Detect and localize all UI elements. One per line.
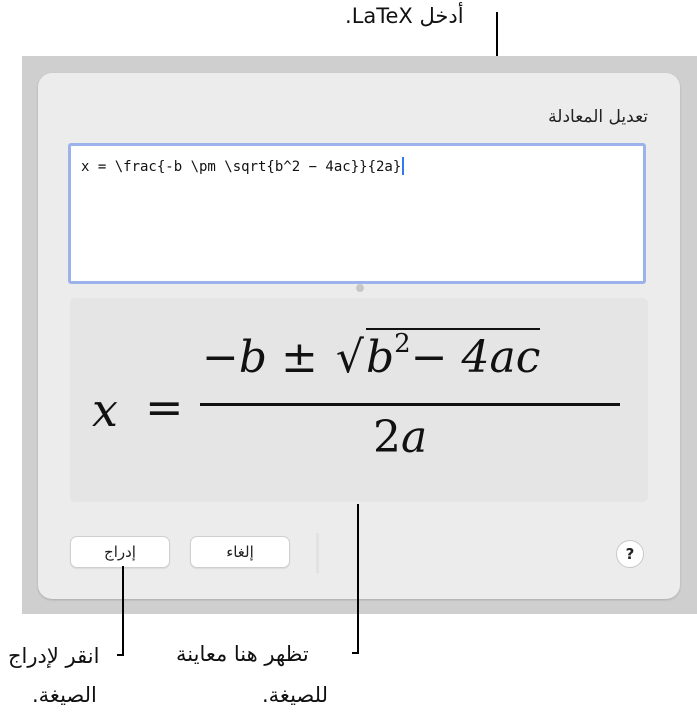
radicand-b: b: [365, 332, 395, 383]
formula-preview: [70, 298, 648, 502]
resize-handle[interactable]: [356, 284, 364, 292]
callout-line-preview: [357, 504, 359, 654]
callout-preview-line1: تظهر هنا معاينة: [176, 642, 309, 666]
radicand-minus-4ac: − 4ac: [410, 332, 541, 383]
dialog-title: تعديل المعادلة: [548, 107, 648, 127]
callout-line-insert-tick: [117, 654, 124, 656]
callout-line-preview-tick: [352, 652, 359, 654]
insert-button[interactable]: إدراج: [70, 536, 170, 568]
latex-editor[interactable]: [68, 143, 646, 284]
formula-x: x: [92, 383, 118, 437]
formula-denominator: [373, 412, 427, 463]
latex-input-text[interactable]: x = \frac{-b \pm \sqrt{b^2 − 4ac}}{2a}: [81, 159, 402, 175]
cancel-button[interactable]: إلغاء: [190, 536, 290, 568]
text-caret: [402, 157, 404, 175]
denom-2: 2: [373, 412, 401, 463]
denom-a: a: [401, 412, 428, 463]
formula-numerator: [202, 328, 540, 383]
quadratic-formula: [90, 320, 630, 480]
radical-sign: √: [335, 332, 364, 383]
radical: [332, 328, 541, 383]
callout-preview-line2: للصيغة.: [262, 683, 328, 707]
callout-insert-line1: انقر لإدراج: [8, 644, 100, 668]
radicand-exponent: 2: [394, 329, 411, 360]
divider: [316, 533, 319, 573]
help-button[interactable]: ?: [616, 540, 644, 568]
callout-enter-latex: أدخل LaTeX.: [345, 4, 464, 28]
fraction-bar: [200, 403, 620, 406]
callout-insert-line2: الصيغة.: [32, 683, 97, 707]
formula-equals: =: [145, 380, 184, 434]
numer-minus-b: −b: [202, 332, 268, 383]
numer-pm: ±: [281, 332, 318, 383]
equation-dialog: [38, 73, 680, 599]
callout-line-insert: [122, 566, 124, 656]
radicand: [366, 328, 540, 383]
